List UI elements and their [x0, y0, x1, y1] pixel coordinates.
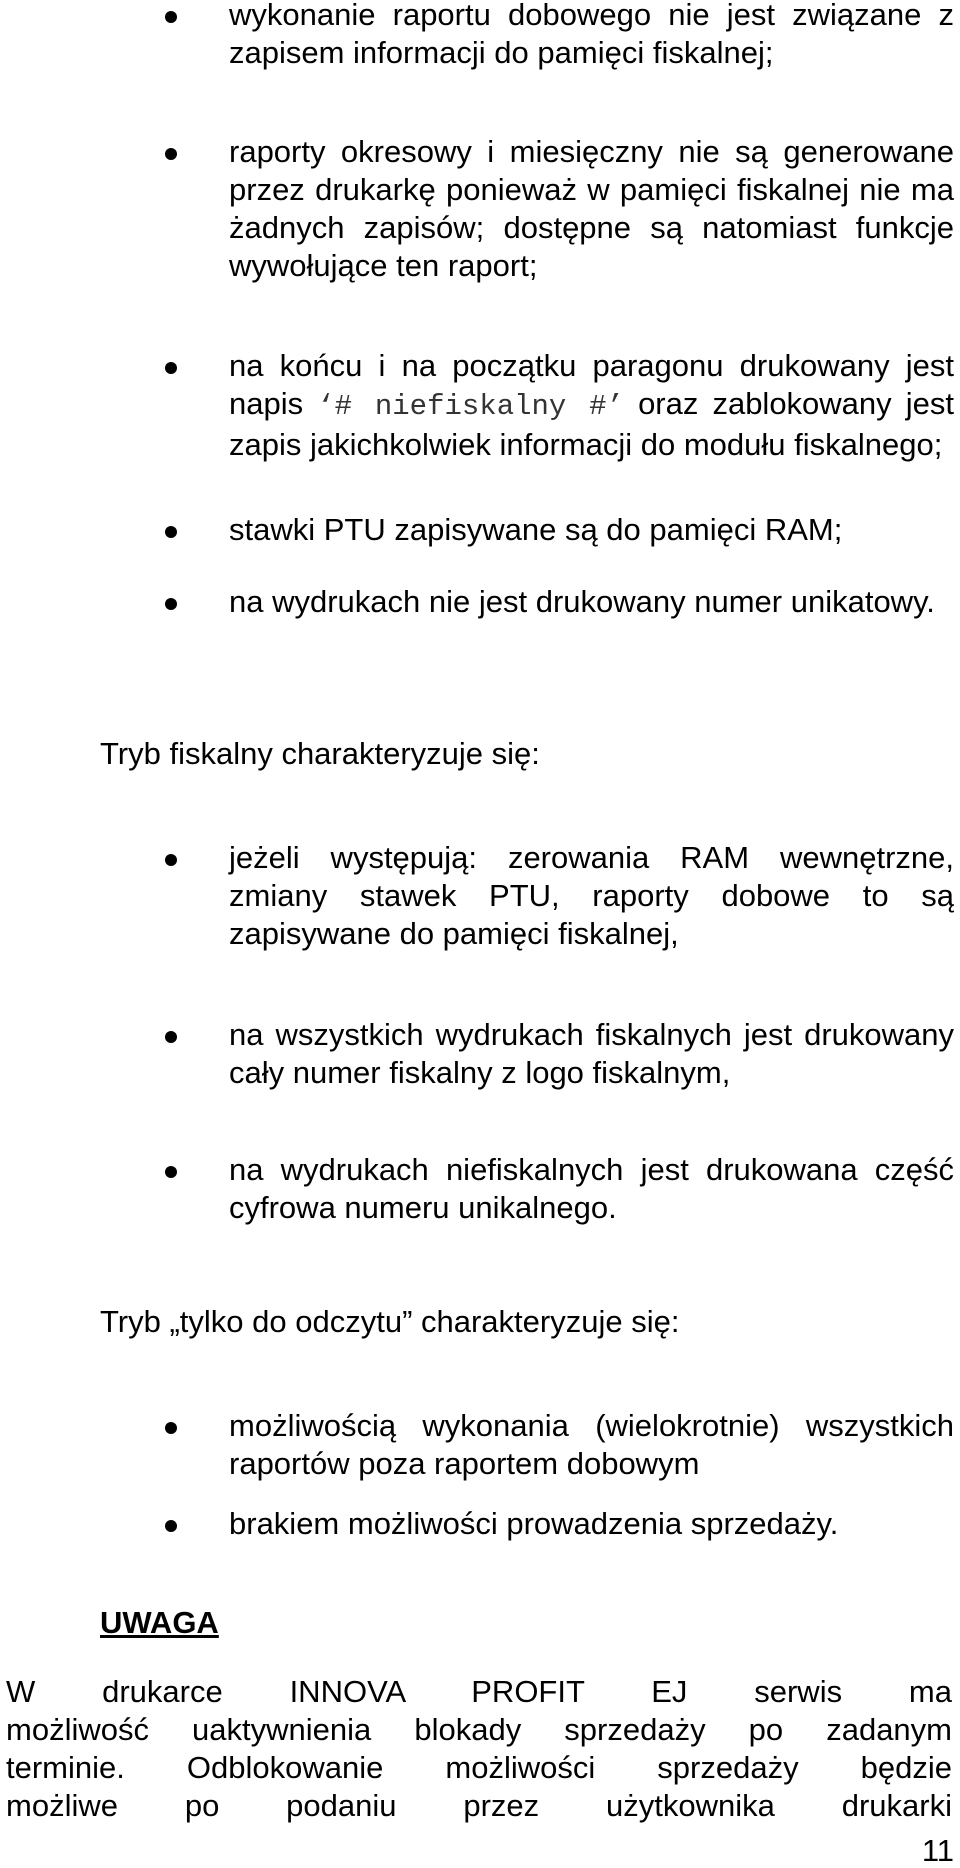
note-line: możliwość uaktywnienia blokady sprzedaży po zadanym — [6, 1712, 952, 1747]
niefiskalny-code: ‘# niefiskalny #’ — [317, 390, 624, 423]
note-line: możliwe po podaniu przez użytkownika drukarki — [6, 1788, 952, 1823]
list-item-text: brakiem możliwości prowadzenia sprzedaży. — [229, 1506, 839, 1541]
list-item-text: jeżeli występują: zerowania RAM wewnętrzne, zmiany stawek PTU, raporty dobowe to są zapisywane do pamięci fiskalnej, — [229, 840, 954, 951]
note-line: terminie. Odblokowanie możliwości sprzedaży będzie — [6, 1750, 952, 1785]
list-item-text: wykonanie raportu dobowego nie jest związane z zapisem informacji do pamięci fiskalnej; — [229, 0, 954, 70]
list-item-text: możliwością wykonania (wielokrotnie) wszystkich raportów poza raportem dobowym — [229, 1408, 954, 1481]
note-line: W drukarce INNOVA PROFIT EJ serwis ma — [6, 1674, 952, 1709]
uwaga-heading: UWAGA — [100, 1605, 219, 1640]
bullet-icon — [165, 598, 177, 610]
bullet-icon — [165, 526, 177, 538]
list-item-text-post: oraz zablokowany jest zapis jakichkolwiek informacji do modułu fiskalnego; — [229, 386, 954, 462]
bullet-icon — [165, 1520, 177, 1532]
note-paragraph — [6, 1673, 952, 1825]
bullet-icon — [165, 1422, 177, 1434]
bullet-icon — [165, 11, 177, 23]
list-item-text: raporty okresowy i miesięczny nie są generowane przez drukarkę ponieważ w pamięci fiskalnej nie ma żadnych zapisów; dostępne są natomiast funkcje wywołujące ten raport; — [229, 134, 954, 283]
bullet-icon — [165, 1031, 177, 1043]
list-item-text — [229, 347, 954, 464]
bullet-icon — [165, 1166, 177, 1178]
readonly-mode-heading: Tryb „tylko do odczytu” charakteryzuje się: — [100, 1304, 680, 1339]
list-item-text-pre: na końcu i na początku paragonu drukowany jest napis — [229, 348, 954, 421]
bullet-icon — [165, 362, 177, 374]
bullet-icon — [165, 148, 177, 160]
list-item-text: stawki PTU zapisywane są do pamięci RAM; — [229, 512, 843, 547]
list-item-text: na wszystkich wydrukach fiskalnych jest drukowany cały numer fiskalny z logo fiskalnym, — [229, 1017, 954, 1090]
fiscal-mode-heading: Tryb fiskalny charakteryzuje się: — [100, 736, 540, 771]
page-number: 11 — [921, 1833, 954, 1868]
list-item-text: na wydrukach nie jest drukowany numer unikatowy. — [229, 584, 935, 619]
bullet-icon — [165, 854, 177, 866]
list-item-text: na wydrukach niefiskalnych jest drukowana część cyfrowa numeru unikalnego. — [229, 1152, 954, 1225]
